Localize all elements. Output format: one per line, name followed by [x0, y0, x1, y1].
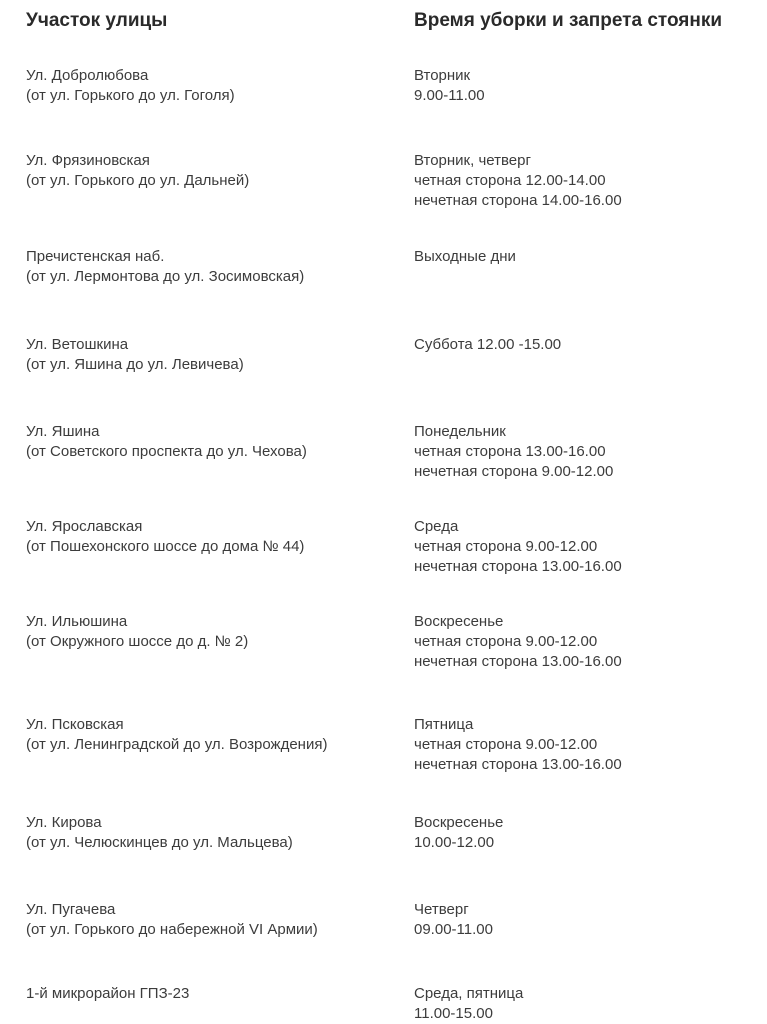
time-line: 11.00-15.00: [414, 1005, 493, 1022]
time-line: четная сторона 9.00-12.00: [414, 538, 598, 555]
street-range: (от ул. Ленинградской до ул. Возрождения): [26, 736, 328, 753]
street-name: Ул. Ильюшина: [26, 613, 128, 630]
time-line: Понедельник: [414, 423, 506, 440]
time-line: четная сторона 9.00-12.00: [414, 633, 598, 650]
street-cell: [26, 422, 307, 462]
time-line: четная сторона 13.00-16.00: [414, 443, 606, 460]
time-line: четная сторона 9.00-12.00: [414, 736, 598, 753]
time-line: Среда, пятница: [414, 985, 524, 1002]
time-line: нечетная сторона 9.00-12.00: [414, 463, 614, 480]
street-cell: [26, 66, 235, 106]
street-cell: [26, 151, 249, 191]
street-range: (от Окружного шоссе до д. № 2): [26, 633, 249, 650]
time-line: нечетная сторона 13.00-16.00: [414, 653, 622, 670]
street-name: Ул. Ветошкина: [26, 336, 129, 353]
street-range: (от Советского проспекта до ул. Чехова): [26, 443, 307, 460]
street-name: Ул. Фрязиновская: [26, 152, 150, 169]
time-cell: [414, 151, 622, 211]
street-cell: [26, 984, 189, 1004]
street-cell: [26, 335, 244, 375]
time-line: Воскресенье: [414, 814, 504, 831]
time-cell: [414, 422, 613, 482]
time-cell: [414, 335, 561, 355]
time-line: 10.00-12.00: [414, 834, 495, 851]
header-time: Время уборки и запрета стоянки: [414, 10, 723, 31]
street-name: Ул. Ярославская: [26, 518, 143, 535]
time-line: нечетная сторона 13.00-16.00: [414, 558, 622, 575]
street-name: Ул. Добролюбова: [26, 67, 149, 84]
time-line: Воскресенье: [414, 613, 504, 630]
header-street: Участок улицы: [26, 10, 168, 31]
street-cell: [26, 247, 304, 287]
time-cell: [414, 813, 503, 853]
time-line: Суббота 12.00 -15.00: [414, 336, 562, 353]
street-cell: [26, 813, 293, 853]
street-range: (от ул. Челюскинцев до ул. Мальцева): [26, 834, 293, 851]
time-line: Пятница: [414, 716, 474, 733]
table-header: [0, 10, 767, 38]
time-line: нечетная сторона 14.00-16.00: [414, 192, 622, 209]
street-range: (от ул. Горького до набережной VI Армии): [26, 921, 318, 938]
time-line: Выходные дни: [414, 248, 516, 265]
street-range: (от ул. Горького до ул. Дальней): [26, 172, 250, 189]
time-cell: [414, 612, 622, 672]
time-cell: [414, 900, 493, 940]
street-name: Ул. Пугачева: [26, 901, 116, 918]
street-name: Пречистенская наб.: [26, 248, 165, 265]
street-range: (от ул. Горького до ул. Гоголя): [26, 87, 235, 104]
time-line: четная сторона 12.00-14.00: [414, 172, 606, 189]
street-cell: [26, 900, 318, 940]
time-line: Вторник: [414, 67, 471, 84]
time-line: 9.00-11.00: [414, 87, 485, 104]
street-cell: [26, 517, 304, 557]
street-cell: [26, 715, 327, 755]
street-name: Ул. Псковская: [26, 716, 124, 733]
street-range: (от Пошехонского шоссе до дома № 44): [26, 538, 305, 555]
street-name: Ул. Кирова: [26, 814, 102, 831]
time-line: нечетная сторона 13.00-16.00: [414, 756, 622, 773]
street-name: 1-й микрорайон ГПЗ-23: [26, 985, 190, 1002]
time-line: Среда: [414, 518, 459, 535]
time-cell: [414, 247, 516, 267]
time-cell: [414, 715, 622, 775]
street-cell: [26, 612, 248, 652]
time-cell: [414, 66, 485, 106]
time-cell: [414, 517, 622, 577]
time-cell: [414, 984, 523, 1024]
time-line: Вторник, четверг: [414, 152, 531, 169]
street-range: (от ул. Лермонтова до ул. Зосимовская): [26, 268, 305, 285]
street-range: (от ул. Яшина до ул. Левичева): [26, 356, 244, 373]
time-line: Четверг: [414, 901, 469, 918]
street-name: Ул. Яшина: [26, 423, 100, 440]
time-line: 09.00-11.00: [414, 921, 493, 938]
